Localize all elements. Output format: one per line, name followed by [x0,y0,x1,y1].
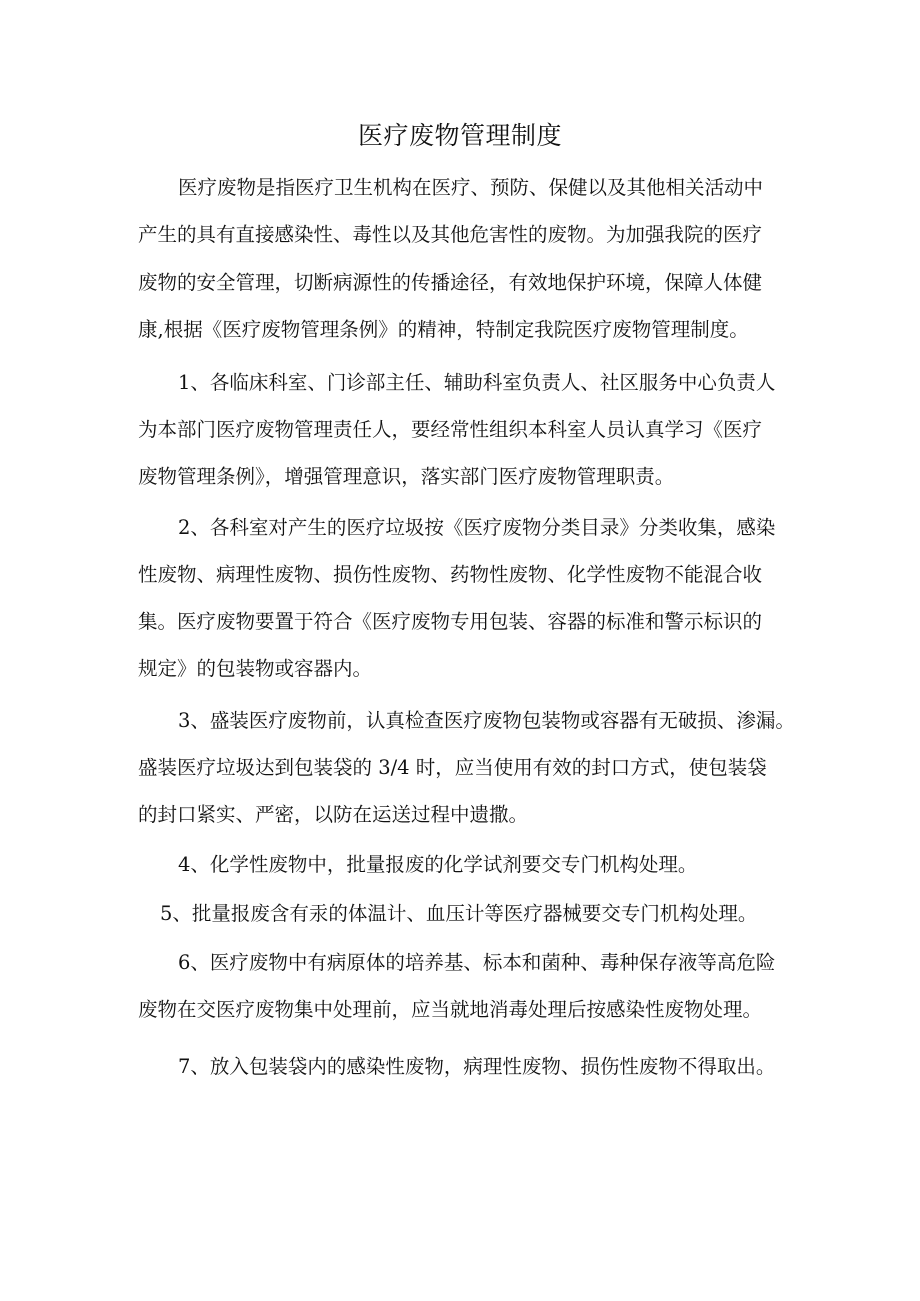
paragraph-line: 2、各科室对产生的医疗垃圾按《医疗废物分类目录》分类收集，感染 [178,516,776,539]
paragraph-line: 为本部门医疗废物管理责任人，要经常性组织本科室人员认真学习《医疗 [138,418,763,441]
paragraph-line: 5、批量报废含有汞的体温计、血压计等医疗器械要交专门机构处理。 [160,902,758,925]
paragraph-line: 废物的安全管理，切断病源性的传播途径，有效地保护环境，保障人体健 [138,271,763,294]
paragraph-line: 的封口紧实、严密，以防在运送过程中遗撒。 [138,803,529,826]
paragraph-line: 性废物、病理性废物、损伤性废物、药物性废物、化学性废物不能混合收 [138,563,763,586]
paragraph-line: 集。医疗废物要置于符合《医疗废物专用包装、容器的标准和警示标识的 [138,610,763,633]
paragraph-line: 4、化学性废物中，批量报废的化学试剂要交专门机构处理。 [178,853,698,876]
paragraph-line: 1、各临床科室、门诊部主任、辅助科室负责人、社区服务中心负责人 [178,371,776,394]
paragraph-line: 规定》的包装物或容器内。 [138,657,373,680]
paragraph-line: 盛装医疗垃圾达到包装袋的 3/4 时，应当使用有效的封口方式，使包装袋 [138,756,767,779]
paragraph-line: 7、放入包装袋内的感染性废物，病理性废物、损伤性废物不得取出。 [178,1055,776,1078]
paragraph-line: 康,根据《医疗废物管理条例》的精神，特制定我院医疗废物管理制度。 [138,318,749,341]
document-title: 医疗废物管理制度 [357,121,562,150]
paragraph-line: 产生的具有直接感染性、毒性以及其他危害性的废物。为加强我院的医疗 [138,223,763,246]
paragraph-line: 废物在交医疗废物集中处理前，应当就地消毒处理后按感染性废物处理。 [138,998,763,1021]
paragraph-line: 医疗废物是指医疗卫生机构在医疗、预防、保健以及其他相关活动中 [178,176,764,199]
paragraph-line: 6、医疗废物中有病原体的培养基、标本和菌种、毒种保存液等高危险 [178,951,776,974]
paragraph-line: 3、盛装医疗废物前，认真检查医疗废物包装物或容器有无破损、渗漏。 [178,709,795,732]
paragraph-line: 废物管理条例》，增强管理意识，落实部门医疗废物管理职责。 [138,465,675,488]
